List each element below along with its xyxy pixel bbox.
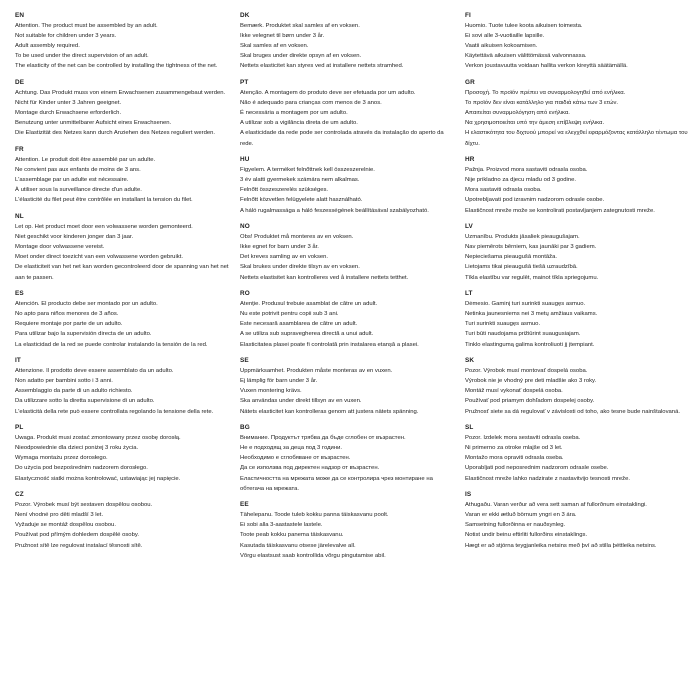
warning-lines [15, 500, 230, 551]
language-section-pl [15, 424, 230, 484]
warning-line: Non adatto per bambini sotto i 3 anni. [15, 378, 113, 384]
warning-line: Dėmesio. Gaminį turi surinkti suaugęs asmuo. [465, 300, 586, 307]
warning-line: To be used under the direct supervision of an adult. [15, 53, 149, 60]
warning-lines [15, 433, 230, 484]
warning-lines [465, 232, 690, 283]
column-1 [15, 12, 230, 558]
warning-line: Elastičnost mreže lahko nadzirate z nastavitvijo tesnosti mreže. [465, 475, 631, 482]
language-section-it [15, 357, 230, 417]
warning-line: Bemærk. Produktet skal samles af en voksen. [240, 22, 360, 29]
warning-lines [465, 165, 690, 216]
language-section-de [15, 79, 230, 139]
warning-line: Hægt er að stjórna teygjanleika netsins með því að stilla þéttleika netsins. [465, 542, 657, 549]
language-code: EE [240, 501, 249, 509]
warning-line: Ska användas under direkt tillsyn av en vuxen. [240, 398, 362, 405]
warning-line: Mora sastaviti odrasla osoba. [465, 187, 542, 194]
warning-line: Nu este potrivit pentru copii sub 3 ani. [240, 311, 339, 317]
language-code: CZ [15, 491, 24, 499]
language-code: LV [465, 223, 473, 231]
warning-lines [15, 21, 230, 72]
warning-line: Ikke velegnet til børn under 3 år. [240, 32, 325, 39]
warning-line: Samsetning fullorðinna er nauðsynleg. [465, 522, 566, 529]
warning-line: Ne convient pas aux enfants de moins de 3 ans. [15, 166, 141, 173]
warning-line: Nieodpowiednie dla dzieci poniżej 3 roku życia. [15, 445, 139, 451]
language-code: DE [15, 79, 25, 86]
language-code: PL [15, 424, 24, 432]
language-section-gr [465, 79, 690, 149]
language-code: IT [15, 357, 21, 365]
language-section-pt [240, 79, 455, 149]
warning-line: Pozor. Výrobok musí montovať dospelá osoba. [465, 367, 588, 374]
language-code: HU [240, 156, 250, 164]
language-section-hr [465, 156, 690, 216]
warning-line: Skal samles af en voksen. [240, 43, 309, 49]
warning-line: Да се използва под директен надзор от възрастен. [240, 465, 380, 472]
warning-line: Võrgu elastsust saab kontrollida võrgu pingutamise abil. [240, 552, 386, 559]
language-code: NO [240, 223, 250, 231]
language-code: SK [465, 357, 475, 365]
language-code: PT [240, 79, 249, 86]
warning-line: Еластичността на мрежата може да се контролира чрез монтиране на обтегача на мрежата. [240, 475, 433, 492]
warning-line: Nätets elasticitet kan kontrolleras genom att justera nätets spänning. [240, 408, 419, 415]
warning-line: Není vhodné pro děti mladší 3 let. [15, 512, 104, 518]
language-section-nl [15, 213, 230, 283]
language-code: RO [240, 290, 250, 298]
warning-line: Kasutada täiskasvanu otsese järelevalve all. [240, 542, 356, 549]
warning-line: Nije prikladno za djecu mlađu od 3 godine. [465, 177, 577, 183]
warning-line: Používat pod přímým dohledem dospělé osoby. [15, 532, 139, 539]
language-section-hu [240, 156, 455, 216]
warning-line: Netinka jaunesniems nei 3 metų amžiaus vaikams. [465, 311, 598, 317]
warning-line: Turi surinkti suaugęs asmuo. [465, 321, 541, 328]
language-section-fi [465, 12, 690, 72]
warning-line: Tinklo elastingumą galima kontroliuoti jį įtempiant. [465, 341, 595, 348]
language-section-ro [240, 290, 455, 350]
warning-lines [240, 299, 455, 350]
warning-line: Montáž musí vykonať dospelá osoba. [465, 388, 563, 395]
warning-line: A utilizar sob a vigilância direta de um adulto. [240, 120, 358, 127]
language-code: DK [240, 12, 250, 19]
warning-line: Το προϊόν δεν είναι κατάλληλο για παιδιά κάτω των 3 ετών. [465, 99, 619, 106]
warning-lines [15, 222, 230, 283]
warning-line: Varan er ekki ætluð börnum yngri en 3 ára. [465, 512, 577, 518]
warning-lines [240, 88, 455, 149]
warning-line: Käytettävä aikuisen välittömässä valvonnassa. [465, 53, 587, 60]
language-code: SE [240, 357, 249, 365]
warning-line: Niet geschikt voor kinderen jonger dan 3 jaar. [15, 233, 134, 240]
warning-lines [240, 433, 455, 494]
language-section-sk [465, 357, 690, 417]
warning-line: Skal brukes under direkte tilsyn av en voksen. [240, 264, 360, 271]
warning-line: Η ελαστικότητα του διχτυού μπορεί να ελεγχθεί εφαρμόζοντας κατάλληλο τέντωμα του δίχτυ. [465, 130, 688, 147]
warning-line: Attention. Le produit doit être assemblé par un adulte. [15, 156, 156, 163]
warning-line: Huomio. Tuote tulee koota aikuisen toimesta. [465, 22, 583, 29]
warning-line: Upotrebljavati pod izravnim nadzorom odrasle osobe. [465, 197, 605, 204]
warning-line: Turi būti naudojama prižiūrint suaugusiajam. [465, 331, 581, 338]
language-section-lt [465, 290, 690, 350]
warning-line: Pozor. Výrobek musí být sestaven dospělou osobou. [15, 501, 153, 508]
warning-line: Απαιτείται συναρμολόγηση από ενήλικα. [465, 110, 570, 116]
language-section-ee [240, 501, 455, 561]
warning-line: À utiliser sous la surveillance directe d'un adulte. [15, 187, 142, 194]
warning-line: No apto para niños menores de 3 años. [15, 311, 119, 317]
language-section-es [15, 290, 230, 350]
warning-line: Não é adequado para crianças com menos de 3 anos. [240, 99, 382, 106]
warning-line: Elastičnost mreže može se kontrolirati postavljanjem zategnutosti mreže. [465, 207, 655, 214]
warning-line: Pružnost sítě lze regulovat instalací těsnosti sítě. [15, 542, 143, 549]
language-code: IS [465, 491, 472, 499]
language-code: EN [15, 12, 25, 19]
warning-line: Výrobok nie je vhodný pre deti mladšie ako 3 roky. [465, 378, 597, 384]
warning-line: A se utiliza sub supravegherea directă a unui adult. [240, 331, 374, 338]
warning-line: Uppmärksamhet. Produkten måste monteras av en vuxen. [240, 367, 393, 374]
warning-line: L'assemblage par un adulte est nécessaire. [15, 177, 129, 183]
language-code: SL [465, 424, 474, 432]
warning-line: Skal bruges under direkte opsyn af en voksen. [240, 53, 362, 60]
column-3 [465, 12, 690, 558]
warning-line: Montažo mora opraviti odrasla oseba. [465, 455, 564, 462]
warning-line: Vaatii aikuisen kokoamisen. [465, 43, 538, 49]
warning-line: A háló rugalmassága a háló feszességének beállításával szabályozható. [240, 207, 429, 214]
warning-line: Attenzione. Il prodotto deve essere assemblato da un adulto. [15, 367, 174, 374]
warning-line: Este necesară asamblarea de către un adult. [240, 321, 358, 328]
warning-lines [465, 299, 690, 350]
warning-line: Nicht für Kinder unter 3 Jahren geeignet. [15, 99, 122, 106]
language-section-dk [240, 12, 455, 72]
warning-line: Not suitable for children under 3 years. [15, 32, 117, 39]
warning-line: Προσοχή. Το προϊόν πρέπει να συναρμολογηθεί από ενήλικα. [465, 89, 626, 96]
warning-line: Die Elastizität des Netzes kann durch Anziehen des Netzes reguliert werden. [15, 130, 216, 137]
warning-line: Wymaga montażu przez dorosłego. [15, 455, 108, 462]
warning-lines [15, 88, 230, 139]
warning-line: Adult assembly required. [15, 43, 80, 49]
warning-line: Figyelem. A terméket felnőttnek kell összeszerelnie. [240, 166, 375, 173]
warning-line: Montage durch Erwachsene erforderlich. [15, 110, 122, 116]
warning-line: De elasticiteit van het net kan worden gecontroleerd door de spanning van het net aan te passen. [15, 264, 229, 281]
warning-line: L'élasticité du filet peut être contrôlée en installant la tension du filet. [15, 197, 193, 204]
warning-line: Atenção. A montagem do produto deve ser efetuada por um adulto. [240, 89, 416, 96]
warning-lines [465, 366, 690, 417]
language-section-sl [465, 424, 690, 484]
language-code: LT [465, 290, 473, 298]
warning-lines [15, 299, 230, 350]
warning-line: Verkon joustavuutta voidaan hallita verkon kireyttä säätämällä. [465, 63, 628, 70]
warning-lines [240, 232, 455, 283]
warning-lines [240, 510, 455, 561]
warning-line: Používať pod priamym dohľadom dospelej osoby. [465, 398, 595, 405]
language-section-is [465, 491, 690, 551]
warning-line: 3 év alatti gyermekek számára nem alkalmas. [240, 177, 360, 183]
warning-line: Να χρησιμοποιείται υπό την άμεση επίβλεψη ενήλικα. [465, 120, 605, 127]
warning-line: Da utilizzare sotto la diretta supervisione di un adulto. [15, 398, 155, 405]
warning-line: Ikke egnet for barn under 3 år. [240, 244, 319, 250]
warning-lines [465, 88, 690, 149]
warning-line: Внимание. Продуктът трябва да бъде сглобен от възрастен. [240, 434, 406, 441]
warning-line: Felnőtt közvetlen felügyelete alatt használható. [240, 197, 363, 204]
language-section-no [240, 223, 455, 283]
warning-lines [240, 21, 455, 72]
language-section-se [240, 357, 455, 417]
warning-line: Para utilizar bajo la supervisión directa de un adulto. [15, 331, 152, 338]
warning-line: Montage door volwassene vereist. [15, 244, 105, 250]
language-section-bg [240, 424, 455, 494]
language-section-cz [15, 491, 230, 551]
warning-line: Uwaga. Produkt musi zostać zmontowany przez osobę dorosłą. [15, 434, 181, 441]
warning-line: Elastyczność siatki można kontrolować, ustawiając jej napięcie. [15, 475, 181, 482]
warning-line: Obs! Produktet må monteres av en voksen. [240, 233, 354, 240]
warning-lines [15, 155, 230, 206]
warning-line: Nettets elastisitet kan kontrolleres ved å installere nettets tetthet. [240, 274, 409, 281]
language-code: NL [15, 213, 24, 220]
warning-line: Notist undir beinu eftirliti fullorðins einstaklings. [465, 532, 588, 539]
language-section-fr [15, 146, 230, 206]
warning-line: Do użycia pod bezpośrednim nadzorem dorosłego. [15, 465, 148, 472]
warning-line: Athugaðu. Varan verður að vera sett saman af fullorðnum einstaklingi. [465, 501, 647, 508]
warning-line: Nav piemērots bērniem, kas jaunāki par 3 gadiem. [465, 244, 597, 250]
warning-line: Achtung. Das Produkt muss von einem Erwachsenen zusammengebaut werden. [15, 89, 226, 96]
warning-lines [15, 366, 230, 417]
warning-line: Uzmanību. Produkts jāsaliek pieaugušajam. [465, 233, 580, 240]
warning-line: Atención. El producto debe ser montado por un adulto. [15, 300, 158, 307]
warning-line: Atenție. Produsul trebuie asamblat de către un adult. [240, 300, 378, 307]
warning-line: Toote peab kokku panema täiskasvanu. [240, 532, 344, 539]
warning-line: La elasticidad de la red se puede controlar instalando la tensión de la red. [15, 341, 208, 348]
warning-line: L'elasticità della rete può essere controllata regolando la tensione della rete. [15, 408, 214, 415]
warning-line: Uporabljati pod neposrednim nadzorom odrasle osebe. [465, 465, 609, 472]
warning-line: É necessária a montagem por um adulto. [240, 110, 348, 116]
language-code: FI [465, 12, 471, 19]
warning-line: Nepieciešama pieaugušā montāža. [465, 254, 558, 261]
warning-line: Moet onder direct toezicht van een volwassene worden gebruikt. [15, 254, 183, 261]
column-2 [240, 12, 455, 568]
warning-line: Ni primerno za otroke mlajše od 3 let. [465, 445, 563, 451]
warning-line: A elasticidade da rede pode ser controlada através da instalação do aperto da rede. [240, 130, 444, 147]
language-section-lv [465, 223, 690, 283]
warning-line: Tähelepanu. Toode tuleb kokku panna täiskasvanu poolt. [240, 512, 389, 518]
warning-line: Nettets elasticitet kan styres ved at installere nettets stramhed. [240, 63, 404, 70]
language-code: GR [465, 79, 475, 86]
language-section-en [15, 12, 230, 72]
warning-lines [240, 165, 455, 216]
warning-line: Tīkla elastību var regulēt, mainot tīkla spriegojumu. [465, 274, 599, 281]
warning-lines [465, 500, 690, 551]
warning-line: Pružnosť siete sa dá regulovať v závislosti od toho, ako tesne bude nainštalovaná. [465, 408, 680, 415]
language-code: BG [240, 424, 250, 432]
warning-line: Ei sovi alle 3-vuotiaille lapsille. [465, 32, 545, 39]
warning-lines [465, 21, 690, 72]
warning-line: Не е подходящ за деца под 3 години. [240, 445, 342, 451]
warning-line: Felnőtt összeszerelés szükséges. [240, 187, 329, 194]
warning-line: Benutzung unter unmittelbarer Aufsicht eines Erwachsenen. [15, 120, 172, 127]
warning-line: The elasticity of the net can be controlled by installing the tightness of the net. [15, 63, 218, 70]
language-code: FR [15, 146, 24, 153]
warning-line: Attention. The product must be assembled by an adult. [15, 22, 158, 29]
warning-line: Det kreves samling av en voksen. [240, 254, 329, 261]
warning-line: Vuxen montering krävs. [240, 388, 302, 395]
warning-line: Vyžaduje se montáž dospělou osobou. [15, 522, 116, 529]
warning-line: Let op. Het product moet door een volwassene worden gemonteerd. [15, 223, 193, 230]
warning-line: Elasticitatea plasei poate fi controlată prin instalarea etanșă a plasei. [240, 341, 419, 348]
language-code: HR [465, 156, 475, 164]
warning-lines [240, 366, 455, 417]
warning-line: Ei sobi alla 3-aastastele lastele. [240, 522, 323, 529]
warning-line: Pozor. Izdelek mora sestaviti odrasla oseba. [465, 434, 581, 441]
warning-line: Assemblaggio da parte di un adulto richiesto. [15, 388, 133, 395]
warning-line: Requiere montaje por parte de un adulto. [15, 321, 123, 328]
warning-line: Pažnja. Proizvod mora sastaviti odrasla osoba. [465, 166, 588, 173]
warning-line: Lietojams tikai pieaugušā tiešā uzraudzībā. [465, 264, 578, 271]
language-code: ES [15, 290, 24, 298]
warning-lines [465, 433, 690, 484]
warning-line: Ej lämplig för barn under 3 år. [240, 378, 318, 384]
warning-line: Необходимо е сглобяване от възрастен. [240, 455, 351, 462]
